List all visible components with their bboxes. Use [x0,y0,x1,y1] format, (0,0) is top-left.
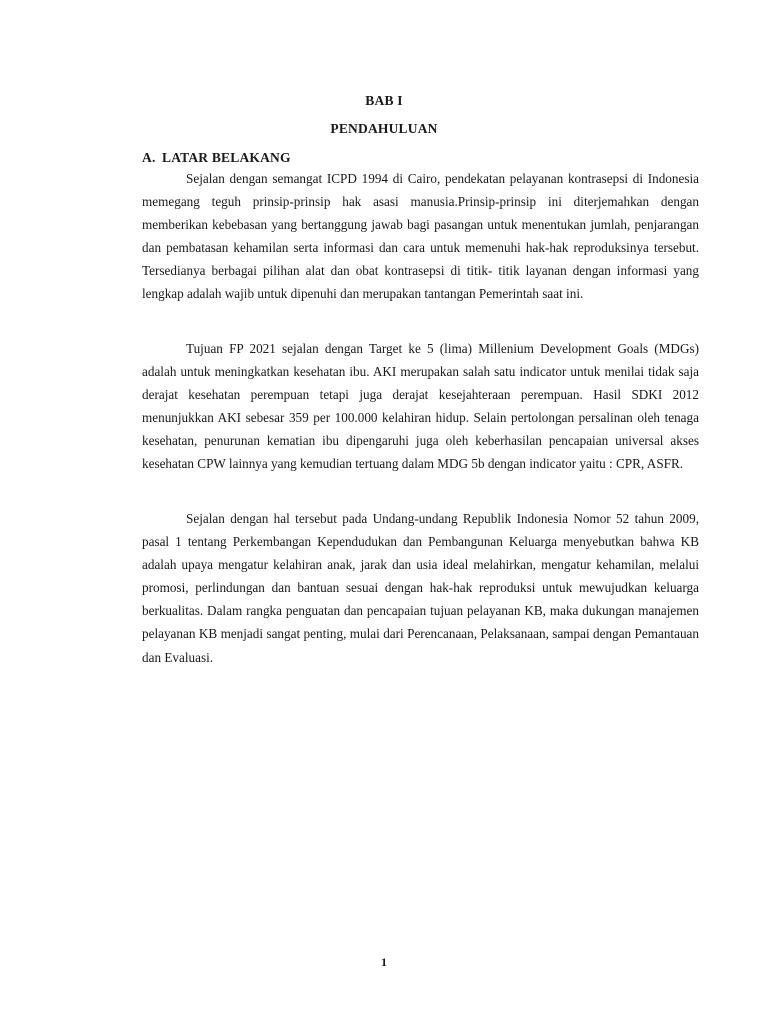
paragraph-2: Tujuan FP 2021 sejalan dengan Target ke 5 (lima) Millenium Development Goals (MDGs) adalah untuk meningkatkan kesehatan ibu. AKI merupakan salah satu indicator untuk menilai tidak saja derajat kesehatan perempuan tetapi juga derajat kesejahteraan perempuan. Hasil SDKI 2012 menunjukkan AKI sebesar 359 per 100.000 kelahiran hidup. Selain pertolongan persalinan oleh tenaga kesehatan, penurunan kematian ibu dipengaruhi juga oleh keberhasilan pencapaian universal akses kesehatan CPW lainnya yang kemudian tertuang dalam MDG 5b dengan indicator yaitu : CPR, ASFR. [142,341,699,472]
section-letter: A. [142,150,156,165]
chapter-number: BAB I [365,93,403,108]
paragraph-3: Sejalan dengan hal tersebut pada Undang-undang Republik Indonesia Nomor 52 tahun 2009, pasal 1 tentang Perkembangan Kependudukan dan Pembangunan Keluarga menyebutkan bahwa KB adalah upaya mengatur kelahiran anak, jarak dan usia ideal melahirkan, mengatur kehamilan, melalui promosi, perlindungan dan bantuan sesuai dengan hak-hak reproduksi untuk mewujudkan keluarga berkualitas. Dalam rangka penguatan dan pencapaian tujuan pelayanan KB, maka dukungan manajemen pelayanan KB menjadi sangat penting, mulai dari Perencanaan, Pelaksanaan, sampai dengan Pemantauan dan Evaluasi. [142,511,699,665]
page-number: 1 [381,955,387,969]
chapter-title: PENDAHULUAN [330,121,438,136]
section-title: LATAR BELAKANG [162,150,291,165]
paragraph-1: Sejalan dengan semangat ICPD 1994 di Cairo, pendekatan pelayanan kontrasepsi di Indonesia memegang teguh prinsip-prinsip hak asasi manusia.Prinsip-prinsip ini diterjemahkan dengan memberikan kebebasan yang bertanggung jawab bagi pasangan untuk menentukan jumlah, penjarangan dan pembatasan kehamilan serta informasi dan cara untuk memenuhi hak-hak reproduksinya tersebut. Tersedianya berbagai pilihan alat dan obat kontrasepsi di titik- titik layanan dengan informasi yang lengkap adalah wajib untuk dipenuhi dan merupakan tantangan Pemerintah saat ini. [142,171,699,302]
section-heading [142,150,291,166]
